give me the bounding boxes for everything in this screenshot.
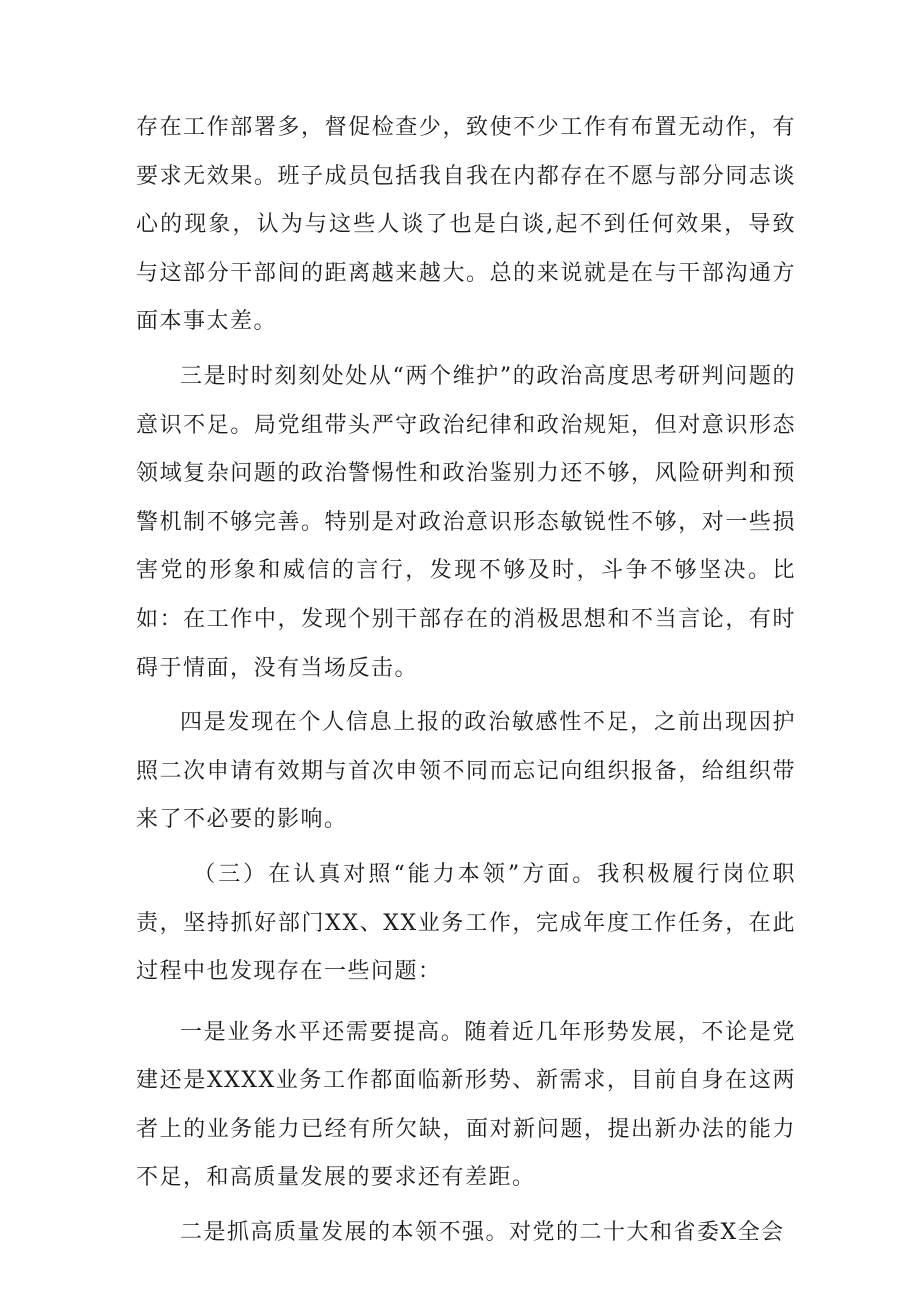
- paragraph-point-three: 三是时时刻刻处处从“两个维护”的政治高度思考研判问题的意识不足。局党组带头严守政治纪律和政治规矩，但对意识形态领域复杂问题的政治警惕性和政治鉴别力还不够，风险研判和预警机制不够完善。特别是对政治意识形态敏锐性不够，对一些损害党的形象和威信的言行，发现不够及时，斗争不够坚决。比如：在工作中，发现个别干部存在的消极思想和不当言论，有时碍于情面，没有当场反击。: [136, 363, 796, 681]
- paragraph-point-four: 四是发现在个人信息上报的政治敏感性不足，之前出现因护照二次申请有效期与首次申领不同而忘记向组织报备，给组织带来了不必要的影响。: [136, 710, 796, 833]
- paragraph-section-three-heading: （三）在认真对照“能力本领”方面。我积极履行岗位职责，坚持抓好部门XX、XX业务工作，完成年度工作任务，在此过程中也发现存在一些问题：: [136, 861, 796, 985]
- document-body: [136, 104, 796, 1258]
- paragraph-point-two: 二是抓高质量发展的本领不强。对党的二十大和省委X全会: [180, 1220, 785, 1246]
- paragraph-point-one: 一是业务水平还需要提高。随着近几年形势发展，不论是党建还是XXXX业务工作都面临新形势、新需求，目前自身在这两者上的业务能力已经有所欠缺，面对新问题，提出新办法的能力不足，和高质量发展的要求还有差距。: [136, 1019, 796, 1191]
- paragraph-continuation: 存在工作部署多，督促检查少，致使不少工作有布置无动作，有要求无效果。班子成员包括我自我在内都存在不愿与部分同志谈心的现象，认为与这些人谈了也是白谈,起不到任何效果，导致与这部分干部间的距离越来越大。总的来说就是在与干部沟通方面本事太差。: [136, 115, 796, 335]
